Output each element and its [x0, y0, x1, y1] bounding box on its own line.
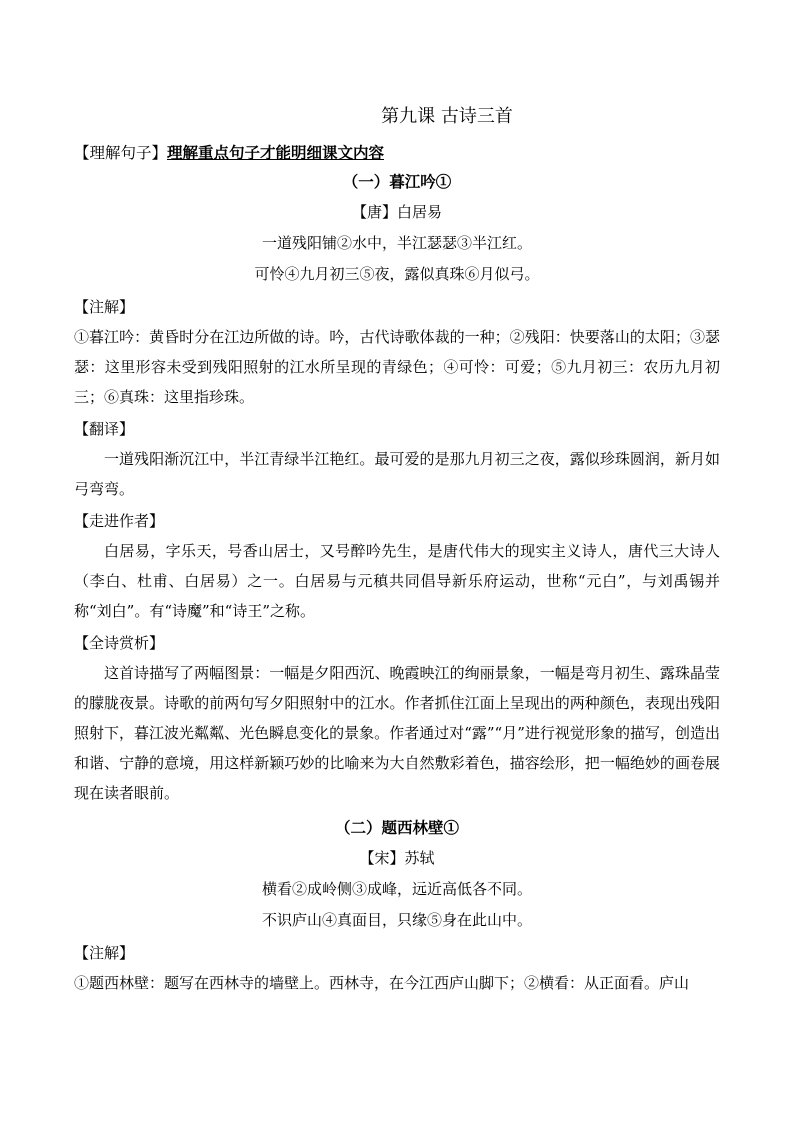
- poem1-line2: 可怜④九月初三⑤夜，露似真珠⑥月似弓。: [254, 265, 540, 283]
- page-title: 第九课 古诗三首: [381, 106, 513, 127]
- poem1-notes: ①暮江吟：黄昏时分在江边所做的诗。吟，古代诗歌体裁的一种；②残阳：快要落山的太阳；③瑟瑟：这里形容未受到残阳照射的江水所呈现的青绿色；④可怜：可爱；⑤九月初三：农历九月初三；⑥真珠：这里指珍珠。: [74, 328, 720, 406]
- poem1-title: （一）暮江吟①: [342, 172, 452, 191]
- poem1-translation-heading: 【翻译】: [74, 420, 135, 438]
- document-page: [74, 104, 720, 998]
- poem2-line1: 横看②成岭侧③成峰，远近高低各不同。: [261, 880, 532, 898]
- poem1-notes-heading: 【注解】: [74, 298, 135, 316]
- poem2-author: 【宋】苏轼: [359, 849, 435, 867]
- poem1-line1: 一道残阳铺②水中，半江瑟瑟③半江红。: [261, 234, 532, 252]
- poem1-author-text: 白居易，字乐天，号香山居士，又号醉吟先生，是唐代伟大的现实主义诗人，唐代三大诗人（李白、杜甫、白居易）之一。白居易与元稹共同倡导新乐府运动，世称“元白”，与刘禹锡并称“刘白”。有“诗魔”和“诗王”之称。: [74, 542, 720, 620]
- poem1-translation: 一道残阳渐沉江中，半江青绿半江艳红。最可爱的是那九月初三之夜，露似珍珠圆润，新月如弓弯弯。: [74, 450, 720, 498]
- lead-bracket: 【理解句子】: [74, 144, 168, 162]
- poem2-notes-heading: 【注解】: [74, 944, 135, 962]
- poem1-appreciation: 这首诗描写了两幅图景：一幅是夕阳西沉、晚霞映江的绚丽景象，一幅是弯月初生、露珠晶莹的朦胧夜景。诗歌的前两句写夕阳照射中的江水。作者抓住江面上呈现出的两种颜色，表现出残阳照射下，暮江波光粼粼、光色瞬息变化的景象。作者通过对“露”“月”进行视觉形象的描写，创造出和谐、宁静的意境，用这样新颖巧妙的比喻来为大自然敷彩着色，描容绘形，把一幅绝妙的画卷展现在读者眼前。: [74, 664, 720, 802]
- lead-line: [74, 140, 720, 166]
- poem2-title: （二）题西林壁①: [334, 818, 459, 837]
- poem1-appreciation-heading: 【全诗赏析】: [74, 634, 165, 652]
- lead-text: 理解重点句子才能明细课文内容: [167, 143, 385, 162]
- poem2-notes: ①题西林壁：题写在西林寺的墙壁上。西林寺，在今江西庐山脚下；②横看：从正面看。庐山: [74, 974, 690, 992]
- poem2-line2: 不识庐山④真面目，只缘⑤身在此山中。: [261, 911, 532, 929]
- poem1-author-heading: 【走进作者】: [74, 512, 165, 530]
- poem1-author: 【唐】白居易: [351, 203, 442, 221]
